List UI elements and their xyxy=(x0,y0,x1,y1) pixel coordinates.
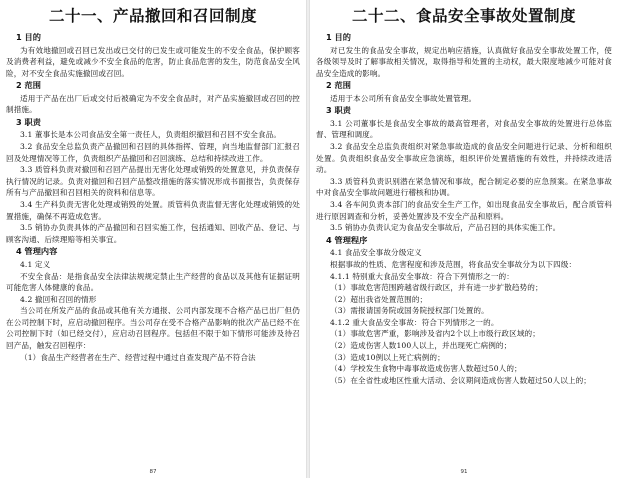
list-item: （1）事故危害严重，影响涉及省内2个以上市级行政区域的； xyxy=(330,329,540,339)
subsection-heading: 4.1 食品安全事故分级定义 xyxy=(330,248,422,258)
subsection-heading: 4.1.2 重大食品安全事故：符合下列情形之一的。 xyxy=(330,317,499,327)
subsection-heading: 4.1 定义 xyxy=(20,259,51,269)
paragraph: 3.4 生产科负责无害化处理或销毁的处置。质管科负责监督无害化处理或销毁的处置措施，确保不再造成危害。 xyxy=(6,200,300,221)
paragraph: 对已发生的食品安全事故，规定出响应措施，认真做好食品安全事故处置工作，使各级领导及时了解事故相关情况，取得指导和处置的主动权，最大限度地减少可能对食品安全造成的影响。 xyxy=(316,45,612,78)
subsection-heading: 4.2 撤回和召回的情形 xyxy=(20,294,97,304)
left-page-title: 二十一、产品撤回和召回制度 xyxy=(48,7,257,25)
list-item: （1）事故危害范围跨越省级行政区，并有进一步扩散趋势的； xyxy=(330,283,543,293)
list-item: （4）学校发生食物中毒事故造成伤害人数超过50人的； xyxy=(330,364,522,374)
paragraph: （1）食品生产经营者在生产、经营过程中通过自查发现产品不符合法 xyxy=(20,352,256,362)
paragraph: 不安全食品：是指食品安全法律法规规定禁止生产经营的食品以及其他有证据证明可能危害人体健康的食品。 xyxy=(6,271,300,293)
paragraph: 3.4 各车间负责本部门的食品安全生产工作，如出现食品安全事故后，配合质管科进行原因调查和分析，妥善处置涉及不安全产品和原料。 xyxy=(316,200,612,221)
paragraph: 3.5 销协办负责具体的产品撤回和召回实施工作，包括通知、回收产品、登记、与顾客沟通、后续理赔等相关事宜。 xyxy=(6,223,300,244)
right-page xyxy=(310,0,618,478)
section-heading: 4 管理内容 xyxy=(16,246,58,257)
paragraph: 3.5 销协办负责认定为食品安全事故后，产品召回的具体实施工作。 xyxy=(330,223,561,233)
paragraph: 适用于本公司所有食品安全事故处置管理。 xyxy=(330,93,477,103)
list-item: （5）在全省性或地区性重大活动、会议期间造成伤害人数超过50人以上的； xyxy=(330,375,591,385)
section-heading: 2 范围 xyxy=(16,80,41,91)
paragraph: 3.1 董事长是本公司食品安全第一责任人，负责组织撤回和召回不安全食品。 xyxy=(20,130,282,140)
page-number: 91 xyxy=(460,469,468,475)
right-page-title: 二十二、食品安全事故处置制度 xyxy=(351,7,576,25)
paragraph: 根据事故的性质、危害程度和涉及范围，将食品安全事故分为以下四级： xyxy=(330,259,577,269)
paragraph: 当公司在所发产品的食品或其他有关方通报、公司内部发现不合格产品已出厂但仍在公司控制下时，应启动撤回程序。当公司存在受不合格产品影响的批次产品已经不在公司控制下时（如已经交付），应启动召回程序。包括但不限于如下情形可能涉及待召回产品，触发召回程序： xyxy=(6,306,300,351)
list-item: （3）造成10例以上死亡病例的； xyxy=(330,352,445,362)
paragraph: 3.2 食品安全总监负责产品撤回和召回的具体指挥、管理，向当地监督部门汇报召回及处理情况等工作，负责组织产品撤回和召回演练、总结和持续改进工作。 xyxy=(6,142,300,163)
paragraph: 3.2 食品安全总监负责组织对紧急事故造成的食品安全问题进行记录、分析和组织处置。负责组织食品安全事故应急演练，组织评价处置措施的有效性，并持续改进活动。 xyxy=(316,142,612,175)
left-page xyxy=(0,0,306,478)
section-heading: 2 范围 xyxy=(326,80,351,91)
paragraph: 适用于产品在出厂后或交付后被确定为不安全食品时，对产品实施撤回或召回的控制措施。 xyxy=(6,93,300,115)
section-heading: 1 目的 xyxy=(16,32,41,42)
page-number: 87 xyxy=(149,469,157,475)
paragraph: 3.3 质管科负责识别潜在紧急情况和事故，配合制定必要的应急预案。在紧急事故中对食品安全事故问题进行稽核和协调。 xyxy=(316,176,612,198)
paragraph: 3.3 质管科负责对撤回和召回产品提出无害化处理或销毁的处置意见，并负责保存执行情况的记录。负责对撤回和召回产品整改措施的落实情况形成书面报告，负责保存所有与产品撤回和召回相关的资料和信息等。 xyxy=(6,165,300,198)
section-heading: 3 职责 xyxy=(16,116,41,127)
subsection-heading: 4.1.1 特别重大食品安全事故：符合下列情形之一的： xyxy=(330,271,514,281)
paragraph: 3.1 公司董事长是食品安全事故的最高管理者，对食品安全事故的处置进行总体监督、管理和调度。 xyxy=(316,118,612,140)
section-heading: 3 职责 xyxy=(326,105,351,116)
list-item: （3）需报请国务院或国务院授权部门处置的。 xyxy=(330,306,489,316)
section-heading: 1 目的 xyxy=(326,32,351,42)
paragraph: 为有效地撤回或召回已发出或已交付的已发生或可能发生的不安全食品，保护顾客及消费者利益，避免或减少不安全食品的危害，防止食品危害的发生，防范食品安全风险，对不安全食品实施撤回或召回。 xyxy=(6,45,300,78)
section-heading: 4 管理程序 xyxy=(326,234,368,245)
list-item: （2）超出我省处置范围的； xyxy=(330,294,428,304)
list-item: （2）造成伤害人数100人以上，并出现死亡病例的； xyxy=(330,341,512,351)
